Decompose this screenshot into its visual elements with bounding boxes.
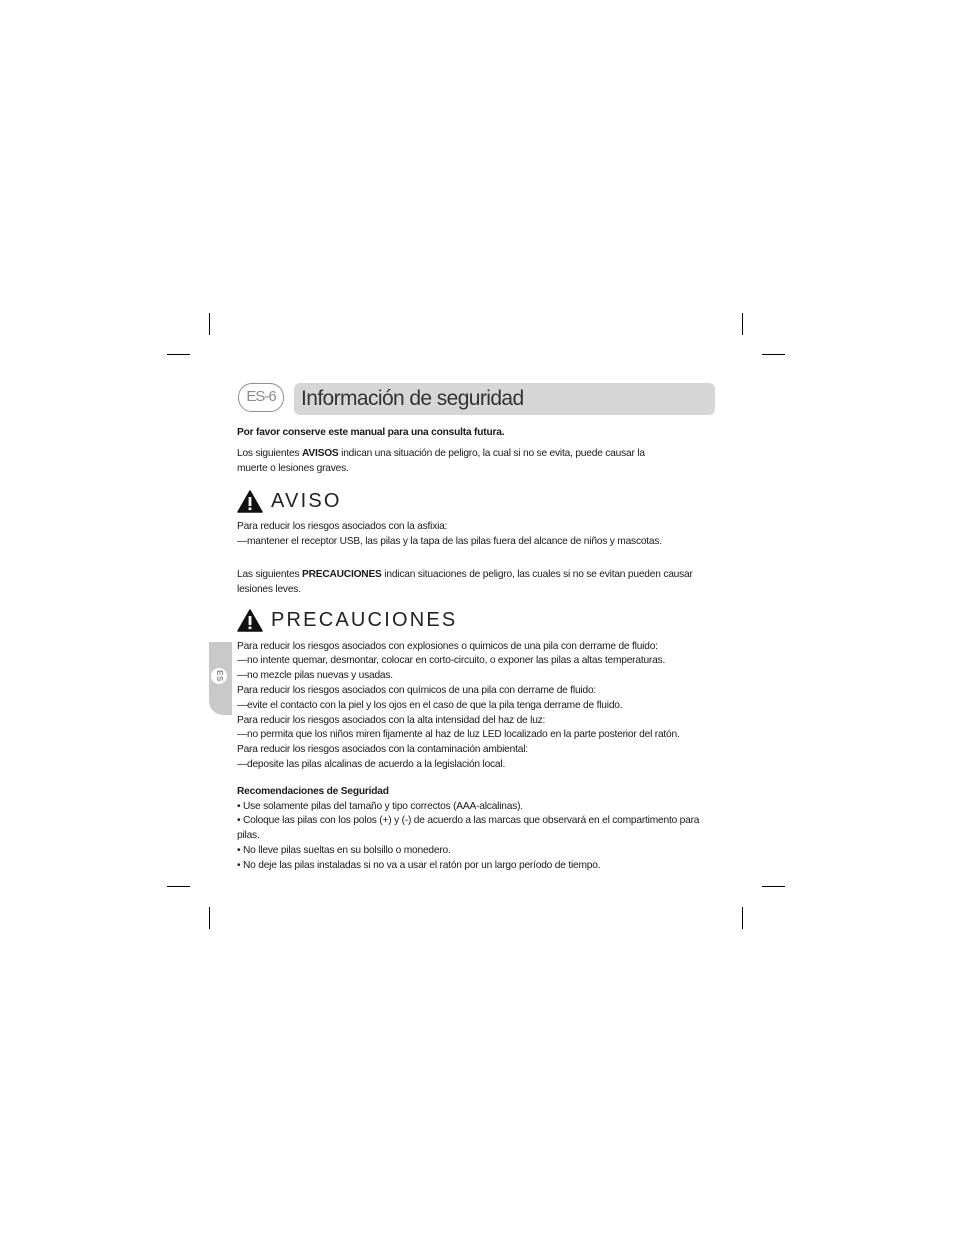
cautions-intro-cont: lesiones leves. [237,583,301,595]
recommendation-item: • No lleve pilas sueltas en su bolsillo o monedero. [237,844,451,856]
precaution-line: —evite el contacto con la piel y los ojos en el caso de que la pila tenga derrame de fluido. [237,699,623,711]
keep-manual-note: Por favor conserve este manual para una consulta futura. [237,427,505,438]
recommendation-item: • Use solamente pilas del tamaño y tipo correctos (AAA-alcalinas). [237,800,523,812]
precaution-line: Para reducir los riesgos asociados con explosiones o quimicos de una pila con derrame de fluido: [237,640,658,652]
page-number: ES-6 [238,383,284,412]
warning-triangle-icon [237,609,263,632]
warnings-intro: Los siguientes AVISOS indican una situación de peligro, la cual si no se evita, puede causar la [237,447,645,459]
crop-mark [742,907,743,929]
recommendation-item: • Coloque las pilas con los polos (+) y (-) de acuerdo a las marcas que observará en el compartimento para pilas. [237,815,700,842]
crop-mark [167,354,190,355]
warnings-keyword: AVISOS [301,447,339,459]
language-badge: ES [211,668,227,684]
precaution-line: Para reducir los riesgos asociados con químicos de una pila con derrame de fluido: [237,684,597,696]
cautions-keyword: PRECAUCIONES [301,568,382,580]
recommendation-item: • No deje las pilas instaladas si no va a usar el ratón por un largo período de tiempo. [237,859,601,871]
crop-mark [209,313,210,335]
precauciones-title: PRECAUCIONES [271,609,458,632]
aviso-line: —mantener el receptor USB, las pilas y la tapa de las pilas fuera del alcance de niños y mascotas. [237,536,662,548]
crop-mark [762,886,785,887]
warnings-intro-cont: muerte o lesiones graves. [237,462,349,474]
cautions-intro: Las siguientes PRECAUCIONES indican situaciones de peligro, las cuales si no se evitan pueden causar [237,568,693,580]
crop-mark [209,907,210,929]
precaution-line: —no permita que los niños miren fijamente al haz de luz LED localizado en la parte posterior del ratón. [237,729,680,741]
crop-mark [762,354,785,355]
warning-triangle-icon [237,490,263,513]
recommendations-heading: Recomendaciones de Seguridad [237,785,389,797]
document-body [237,426,717,874]
aviso-heading [237,488,717,514]
language-side-tab [209,642,232,715]
precaution-line: —deposite las pilas alcalinas de acuerdo a la legislación local. [237,758,506,770]
crop-mark [742,313,743,335]
precaution-line: —no intente quemar, desmontar, colocar en corto-circuito, o exponer las pilas a altas temperaturas. [237,655,666,667]
section-title-bar [294,383,715,415]
section-title: Información de seguridad [301,387,524,410]
crop-mark [167,886,190,887]
aviso-line: Para reducir los riesgos asociados con la asfixia: [237,521,448,533]
precauciones-heading [237,608,717,634]
aviso-title: AVISO [271,489,342,512]
precaution-line: —no mezcle pilas nuevas y usadas. [237,670,393,682]
precaution-line: Para reducir los riesgos asociados con la alta intensidad del haz de luz: [237,714,546,726]
precaution-line: Para reducir los riesgos asociados con la contaminación ambiental: [237,744,528,756]
